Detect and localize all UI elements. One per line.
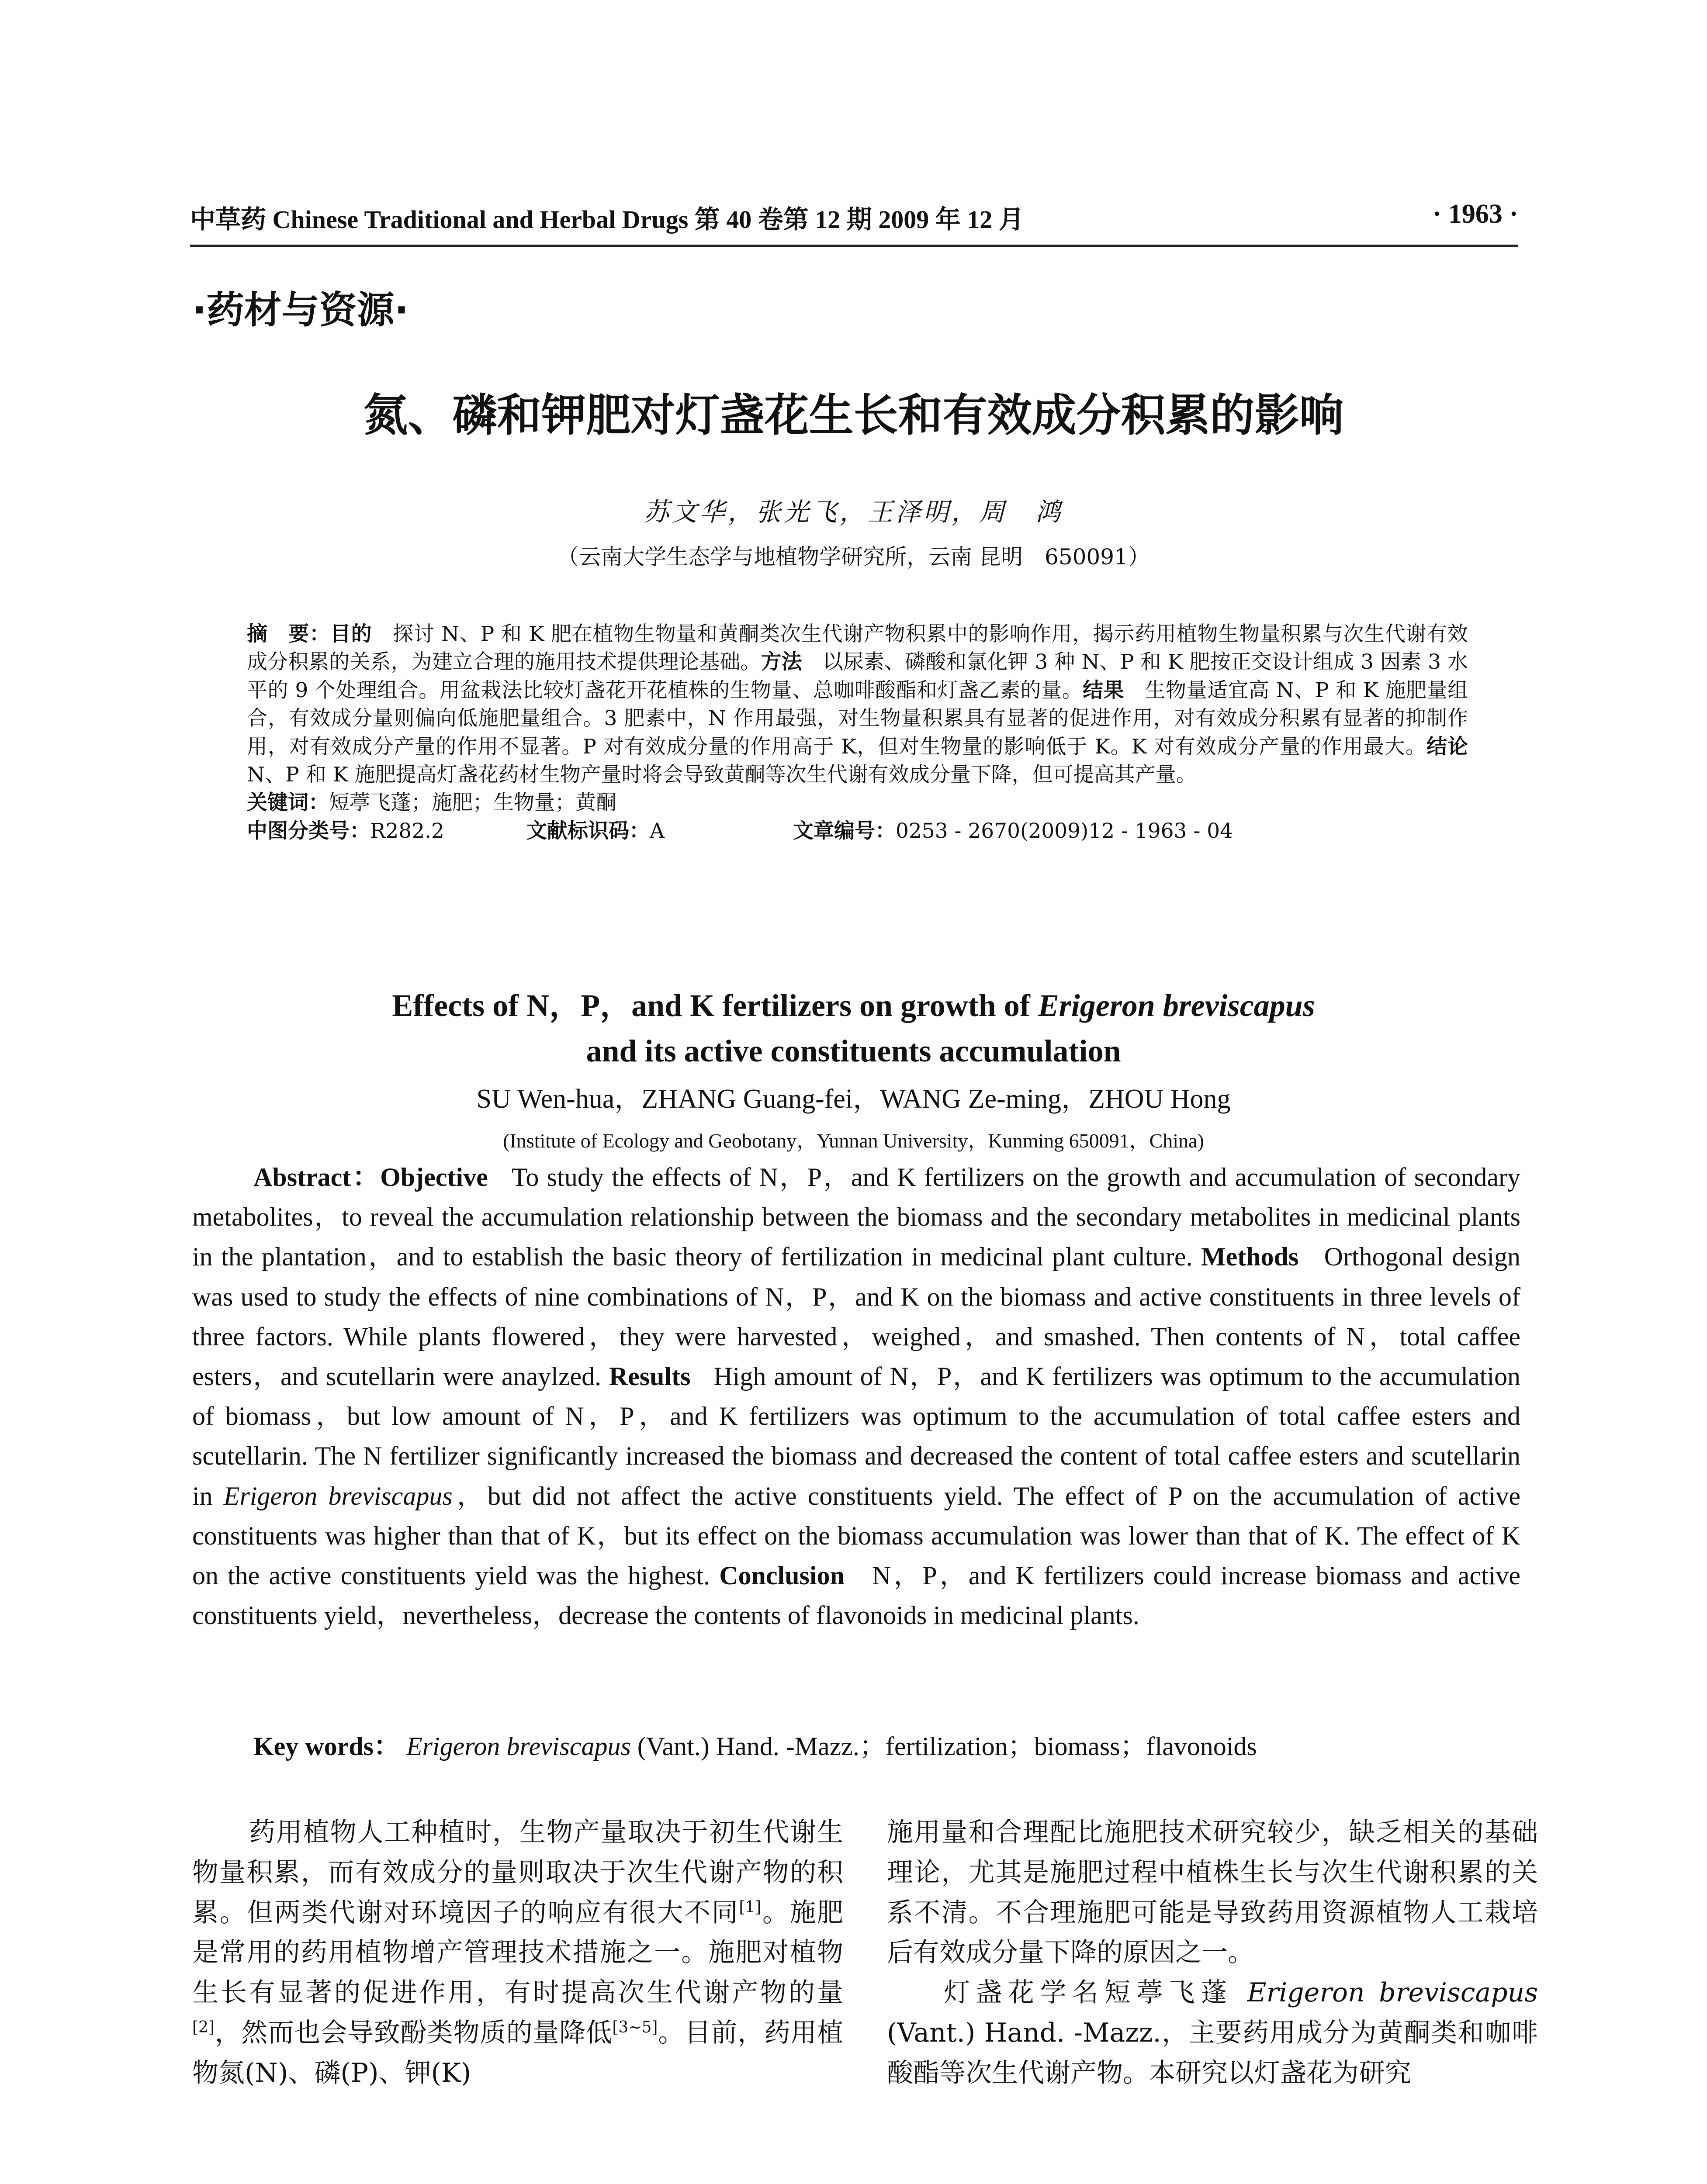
clc-number bbox=[247, 817, 526, 845]
body-text: (Vant.) Hand. -Mazz.，主要药用成分为黄酮类和咖啡酸酯等次生代谢产物。本研究以灯盏花为研究 bbox=[887, 2017, 1538, 2088]
conclusion-en-text: N，P，and K fertilizers could increase biomass and active constituents yield，nevertheless，decrease the contents of flavonoids in medicinal plants. bbox=[192, 1561, 1521, 1630]
citation: [1] bbox=[739, 1898, 762, 1916]
title-en-species: Erigeron breviscapus bbox=[1038, 988, 1315, 1023]
clc-label: 中图分类号： bbox=[247, 819, 370, 843]
doc-value: A bbox=[650, 819, 665, 843]
objective-en-text: To study the effects of N，P，and K fertilizers on the growth and accumulation of secondary metabolites，to reveal the accumulation relationship between the biomass and the secondary metabolites in medicinal plants in the plantation，and to establish the basic theory of fertilization in medicinal plant culture. bbox=[192, 1163, 1520, 1272]
affiliation-cn: （云南大学生态学与地植物学研究所，云南 昆明 650091） bbox=[557, 544, 1150, 570]
body-column-right bbox=[887, 1813, 1538, 2094]
conclusion-cn-label: 结论 bbox=[1426, 734, 1468, 759]
citation: [2] bbox=[192, 2018, 215, 2036]
conclusion-en-label: Conclusion bbox=[719, 1561, 845, 1590]
conclusion-cn-text: N、P 和 K 施肥提高灯盏花药材生物产量时将会导致黄酮等次生代谢有效成分量下降，但可提高其产量。 bbox=[247, 762, 1197, 787]
methods-cn-label: 方法 bbox=[761, 650, 802, 674]
title-en bbox=[0, 983, 1707, 1074]
article-label: 文章编号： bbox=[793, 819, 896, 843]
body-column-left bbox=[192, 1813, 843, 2094]
results-cn-label: 结果 bbox=[1083, 678, 1125, 702]
body-text: 。目前，药用植物氮(N)、磷(P)、钾(K) bbox=[192, 2017, 843, 2088]
running-header bbox=[190, 199, 1518, 234]
keywords-en bbox=[253, 1725, 1520, 1763]
body-text: ，然而也会导致酚类物质的量降低 bbox=[215, 2017, 613, 2048]
methods-cn-text: 以尿素、磷酸和氯化钾 3 种 N、P 和 K 肥按正交设计组成 3 因素 3 水平的 9 个处理组合。用盆栽法比较灯盏花开花植株的生物量、总咖啡酸酯和灯盏乙素的量。 bbox=[247, 650, 1468, 702]
objective-cn-text: 探讨 N、P 和 K 肥在植物生物量和黄酮类次生代谢产物积累中的影响作用，揭示药用植物生物量积累与次生代谢有效成分积累的关系，为建立合理的施用技术提供理论基础。 bbox=[247, 622, 1468, 674]
authors-en: SU Wen-hua，ZHANG Guang-fei，WANG Ze-ming，ZHOU Hong bbox=[476, 1084, 1231, 1114]
species-name: Erigeron breviscapus bbox=[1247, 1977, 1538, 2008]
article-value: 0253 - 2670(2009)12 - 1963 - 04 bbox=[896, 819, 1233, 843]
methods-en-label: Methods bbox=[1201, 1242, 1299, 1272]
journal-header: 中草药 Chinese Traditional and Herbal Drugs 第 40 卷第 12 期 2009 年 12 月 bbox=[190, 205, 1024, 234]
document-code bbox=[526, 817, 793, 845]
section-label: ·药材与资源· bbox=[192, 288, 409, 332]
abstract-en-label: Abstract： bbox=[253, 1163, 381, 1192]
body-text: 药用植物人工种植时，生物产量取决于初生代谢生物量积累，而有效成分的量则取决于次生代谢产物的积累。但两类代谢对环境因子的响应有很大不同 bbox=[192, 1817, 843, 1928]
abstract-en bbox=[192, 1158, 1520, 1635]
methods-en-text: Orthogonal design was used to study the effects of nine combinations of N，P，and K on the biomass and active constituents in three levels of three factors. While plants flowered，they were harvested，weighed，and smashed. Then contents of N，total caffee esters，and scutellarin were anaylzed. bbox=[192, 1242, 1521, 1391]
keywords-en-label: Key words： bbox=[253, 1732, 400, 1761]
results-en-text-a: High amount of N，P，and K fertilizers was optimum to the accumulation of biomass，but low amount of N，P，and K fertilizers was optimum to the accumulation of total caffee esters and scutellarin. The N fertilizer significantly increased the biomass and decreased the content of total caffee esters and scutellarin in bbox=[192, 1362, 1521, 1510]
results-en-text-b: ，but did not affect the active constituents yield. The effect of P on the accumulation of active constituents was higher than that of K，but its effect on the biomass accumulation was lower than that of K. The effect of K on the active constituents yield was the highest. bbox=[192, 1481, 1520, 1590]
authors-cn: 苏文华，张光飞，王泽明，周 鸿 bbox=[644, 497, 1063, 527]
doc-label: 文献标识码： bbox=[526, 819, 650, 843]
body-paragraph bbox=[192, 1813, 843, 2094]
title-cn: 氮、磷和钾肥对灯盏花生长和有效成分积累的影响 bbox=[363, 390, 1344, 442]
abstract-cn bbox=[247, 620, 1468, 789]
clc-value: R282.2 bbox=[370, 819, 444, 843]
abstract-cn-label: 摘 要： bbox=[247, 622, 330, 646]
body-text: 。施肥是常用的药用植物增产管理技术措施之一。施肥对植物生长有显著的促进作用，有时提高次生代谢产物的量 bbox=[192, 1897, 844, 2008]
keywords-cn-text: 短葶飞蓬；施肥；生物量；黄酮 bbox=[329, 791, 616, 815]
keywords-en-text: (Vant.) Hand. -Mazz.；fertilization；biomass；flavonoids bbox=[637, 1732, 1257, 1761]
keywords-cn-label: 关键词： bbox=[247, 791, 329, 815]
classification-line bbox=[247, 817, 1468, 845]
body-text: 灯盏花学名短葶飞蓬 bbox=[944, 1977, 1247, 2008]
body-paragraph bbox=[887, 1973, 1538, 2093]
page-number: · 1963 · bbox=[1432, 199, 1518, 229]
title-en-line1 bbox=[0, 983, 1707, 1028]
title-en-line2: and its active constituents accumulation bbox=[586, 1033, 1121, 1069]
results-en-label: Results bbox=[609, 1362, 691, 1391]
citation: [3~5] bbox=[612, 2018, 658, 2036]
abstract-cn-block bbox=[247, 620, 1468, 845]
article-number bbox=[793, 817, 1233, 845]
results-cn-text: 生物量适宜高 N、P 和 K 施肥量组合，有效成分量则偏向低施肥量组合。3 肥素中，N 作用最强，对生物量积累具有显著的促进作用，对有效成分积累有显著的抑制作用，对有效成分产量的作用不显著。P 对有效成分量的作用高于 K，但对生物量的影响低于 K。K 对有效成分产量的作用最大。 bbox=[247, 678, 1468, 759]
body-paragraph: 施用量和合理配比施肥技术研究较少，缺乏相关的基础理论，尤其是施肥过程中植株生长与次生代谢积累的关系不清。不合理施肥可能是导致药用资源植物人工栽培后有效成分量下降的原因之一。 bbox=[887, 1817, 1538, 1968]
title-en-prefix: Effects of N，P，and K fertilizers on growth of bbox=[392, 988, 1038, 1023]
objective-en-label: Objective bbox=[380, 1163, 488, 1192]
objective-cn-label: 目的 bbox=[330, 622, 372, 646]
keywords-cn bbox=[247, 789, 1468, 817]
keywords-en-species: Erigeron breviscapus bbox=[406, 1732, 631, 1761]
header-rule bbox=[190, 245, 1518, 247]
affiliation-en: (Institute of Ecology and Geobotany，Yunnan University，Kunming 650091，China) bbox=[503, 1130, 1204, 1152]
results-en-species: Erigeron breviscapus bbox=[223, 1481, 453, 1510]
